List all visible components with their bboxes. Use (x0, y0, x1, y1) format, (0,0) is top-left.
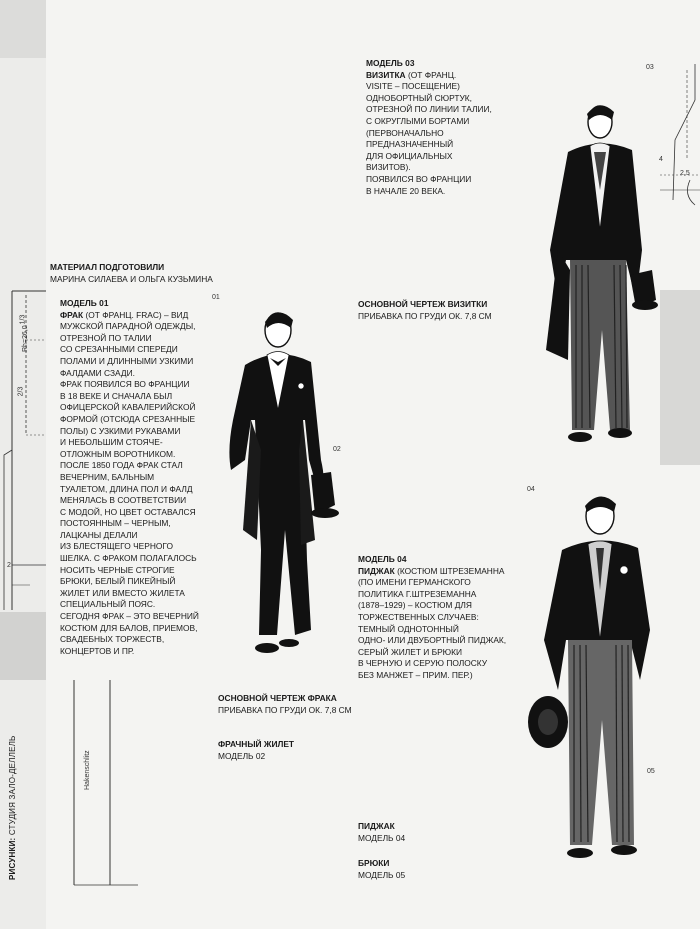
model03-term: ВИЗИТКА (366, 69, 406, 80)
model01-line: СЕГОДНЯ ФРАК – ЭТО ВЕЧЕРНИЙ (60, 611, 199, 622)
model01-line: МЕНЯЛАСЬ В СООТВЕТСТВИИ (60, 495, 187, 506)
model03-line: (ПЕРВОНАЧАЛЬНО (366, 127, 444, 138)
credits-heading: МАТЕРИАЛ ПОДГОТОВИЛИ (50, 262, 165, 272)
model03-line: С ОКРУГЛЫМИ БОРТАМИ (366, 115, 470, 126)
model04-line: ОДНО- ИЛИ ДВУБОРТНЫЙ ПИДЖАК, (358, 635, 507, 646)
model04-term: ПИДЖАК (358, 565, 395, 576)
jacket-heading: ПИДЖАК (358, 821, 395, 831)
hakenschlitz-draft (70, 680, 140, 890)
model03-line: В НАЧАЛЕ 20 ВЕКА. (366, 185, 446, 196)
credits-names: МАРИНА СИЛАЕВА И ОЛЬГА КУЗЬМИНА (50, 273, 213, 284)
morning-coat-illustration (530, 100, 665, 450)
trousers-sub: МОДЕЛЬ 05 (358, 869, 406, 880)
model01-line: ОФИЦЕРСКОЙ КАВАЛЕРИЙСКОЙ (60, 402, 196, 413)
model01-line: КОСТЮМ ДЛЯ БАЛОВ, ПРИЕМОВ, (60, 622, 198, 633)
model01-line: ЖИЛЕТ ИЛИ ВМЕСТО ЖИЛЕТА (60, 587, 185, 598)
model01-line: ШЕЛКА. С ФРАКОМ ПОЛАГАЛОСЬ (60, 553, 197, 564)
model01-line: ВЕЧЕРНИМ, БАЛЬНЫМ (60, 471, 155, 482)
model01-line: НОСИТЬ ЧЕРНЫЕ СТРОГИЕ (60, 564, 175, 575)
draft-frak-heading: ОСНОВНОЙ ЧЕРТЕЖ ФРАКА (218, 693, 337, 703)
tailcoat-illustration (215, 300, 345, 670)
vest-heading: ФРАЧНЫЙ ЖИЛЕТ (218, 739, 295, 749)
model03-line: ОДНОБОРТНЫЙ СЮРТУК, (366, 92, 472, 103)
stresemann-suit-illustration (520, 490, 660, 875)
model01-term: ФРАК (60, 309, 84, 320)
credit-rest: СТУДИЯ ЗАЛО-ДЕЛЛЕЛЬ (8, 735, 17, 838)
model01-text (60, 298, 210, 657)
fig-label-01: 01 (212, 294, 220, 301)
model01-line: КОНЦЕРТОВ И ПР. (60, 645, 135, 656)
model01-line: (ОТ ФРАНЦ. FRAC) – ВИД (83, 309, 189, 320)
model01-line: И НЕБОЛЬШИМ СТОЯЧЕ- (60, 437, 163, 448)
illustration-credit (8, 735, 17, 880)
model01-line: ТУАЛЕТОМ, ДЛИНА ПОЛ И ФАЛД (60, 483, 193, 494)
model01-title: МОДЕЛЬ 01 (60, 298, 109, 308)
draft-vizitka-heading: ОСНОВНОЙ ЧЕРТЕЖ ВИЗИТКИ (358, 299, 488, 309)
model03-line: VISITE – ПОСЕЩЕНИЕ) (366, 81, 460, 92)
model03-line: ВИЗИТОВ). (366, 162, 411, 173)
hakenschlitz-label: Hakenschlitz (84, 750, 91, 790)
fig-label-05: 05 (647, 768, 655, 775)
side-block (0, 612, 46, 680)
measure-label: Rh=26,0 (22, 325, 29, 352)
fig-label-04: 04 (527, 486, 535, 493)
model03-line: (ОТ ФРАНЦ. (405, 69, 457, 80)
small-mark-c: 2 (7, 562, 11, 569)
model01-line: ОТЛОЖНЫМ ВОРОТНИКОМ. (60, 448, 176, 459)
model04-line: СЕРЫЙ ЖИЛЕТ И БРЮКИ (358, 646, 463, 657)
credits (50, 262, 213, 285)
right-grey-block (660, 290, 700, 465)
draft-frak (218, 693, 352, 716)
jacket-caption (358, 821, 405, 844)
model03-line: ДЛЯ ОФИЦИАЛЬНЫХ (366, 150, 453, 161)
model01-line: В 18 ВЕКЕ И СНАЧАЛА БЫЛ (60, 390, 173, 401)
vest-caption (218, 739, 294, 762)
model04-line: ПОЛИТИКА Г.ШТРЕЗЕМАННА (358, 588, 477, 599)
fraction-top-label: 1/3 (19, 314, 27, 325)
model01-line: СВАДЕБНЫХ ТОРЖЕСТВ, (60, 634, 165, 645)
model03-line: ПОЯВИЛСЯ ВО ФРАНЦИИ (366, 173, 472, 184)
model03-text (366, 58, 516, 197)
model01-line: ФАЛДАМИ СЗАДИ. (60, 367, 135, 378)
draft-vizitka-sub: ПРИБАВКА ПО ГРУДИ ОК. 7,8 СМ (358, 310, 492, 321)
fig-label-02: 02 (333, 446, 341, 453)
model01-line: С МОДОЙ, НО ЦВЕТ ОСТАВАЛСЯ (60, 506, 196, 517)
small-mark-a: 2,5 (680, 170, 690, 177)
draft-vizitka (358, 299, 492, 322)
model04-line: (1878–1929) – КОСТЮМ ДЛЯ (358, 600, 472, 611)
model04-line: (ПО ИМЕНИ ГЕРМАНСКОГО (358, 577, 471, 588)
model01-line: ПОСЛЕ 1850 ГОДА ФРАК СТАЛ (60, 460, 183, 471)
top-left-block (0, 0, 46, 58)
model01-line: ПОЛЫ) С УЗКИМИ РУКАВАМИ (60, 425, 181, 436)
model01-line: ЛАЦКАНЫ ДЕЛАЛИ (60, 529, 138, 540)
model01-line: БРЮКИ, БЕЛЫЙ ПИКЕЙНЫЙ (60, 576, 176, 587)
credit-bold: РИСУНКИ: (8, 837, 17, 880)
fraction-mid-label: 2/3 (17, 386, 25, 397)
model01-line: ФОРМОЙ (ОТСЮДА СРЕЗАННЫЕ (60, 413, 196, 424)
model01-line: ПОЛАМИ И ДЛИННЫМИ УЗКИМИ (60, 355, 194, 366)
model01-line: ИЗ БЛЕСТЯЩЕГО ЧЕРНОГО (60, 541, 173, 552)
jacket-sub: МОДЕЛЬ 04 (358, 832, 406, 843)
model04-line: БЕЗ МАНЖЕТ – ПРИМ. ПЕР.) (358, 669, 473, 680)
trousers-caption (358, 858, 405, 881)
model03-line: ОТРЕЗНОЙ ПО ЛИНИИ ТАЛИИ, (366, 104, 492, 115)
small-mark-b: 4 (659, 156, 663, 163)
model04-line: ТОРЖЕСТВЕННЫХ СЛУЧАЕВ: (358, 611, 479, 622)
trousers-heading: БРЮКИ (358, 858, 390, 868)
model01-line: ФРАК ПОЯВИЛСЯ ВО ФРАНЦИИ (60, 379, 190, 390)
model01-line: СО СРЕЗАННЫМИ СПЕРЕДИ (60, 344, 178, 355)
model01-line: ПОСТОЯННЫМ – ЧЕРНЫМ, (60, 518, 171, 529)
draft-frak-sub: ПРИБАВКА ПО ГРУДИ ОК. 7,8 СМ (218, 704, 352, 715)
model03-line: ПРЕДНАЗНАЧЕННЫЙ (366, 139, 454, 150)
model04-text (358, 554, 528, 682)
vest-sub: МОДЕЛЬ 02 (218, 750, 266, 761)
model01-line: МУЖСКОЙ ПАРАДНОЙ ОДЕЖДЫ, (60, 321, 196, 332)
model04-title: МОДЕЛЬ 04 (358, 554, 407, 564)
model04-line: В ЧЕРНУЮ И СЕРУЮ ПОЛОСКУ (358, 658, 488, 669)
model01-line: ОТРЕЗНОЙ ПО ТАЛИИ (60, 332, 152, 343)
fig-label-03-draft: 03 (646, 64, 654, 71)
model04-line: ТЕМНЫЙ ОДНОТОННЫЙ (358, 623, 459, 634)
model04-line: (КОСТЮМ ШТРЕЗЕМАННА (394, 565, 505, 576)
model01-line: СПЕЦИАЛЬНЫЙ ПОЯС. (60, 599, 156, 610)
model03-title: МОДЕЛЬ 03 (366, 58, 415, 68)
